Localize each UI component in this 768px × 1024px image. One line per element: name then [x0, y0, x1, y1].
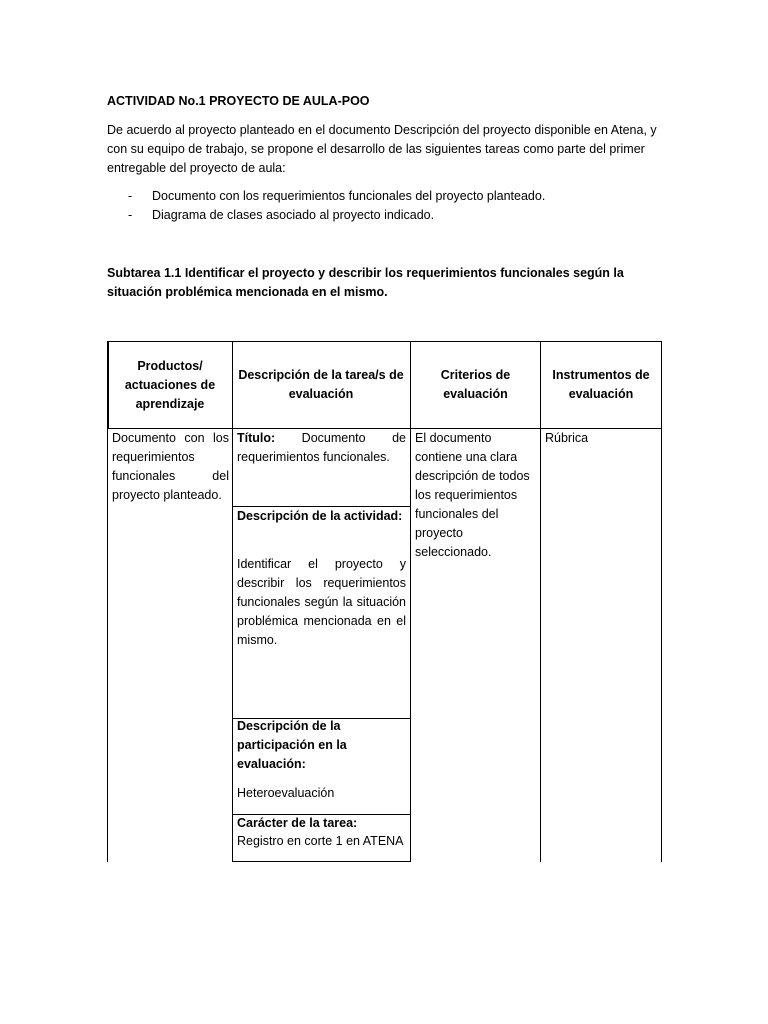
product-cell: Documento con los requerimientos funcionales del proyecto planteado.	[112, 431, 229, 502]
table-border-right	[661, 341, 662, 862]
title-cell	[237, 429, 406, 467]
activity-text: Identificar el proyecto y describir los requerimientos funcionales según la situación problémica mencionada en el mismo.	[237, 557, 406, 647]
inner-rule	[232, 861, 411, 862]
title-value: Documento de requerimientos funcionales.	[237, 431, 406, 464]
header-instruments: Instrumentos de evaluación	[552, 368, 650, 401]
intro-paragraph: De acuerdo al proyecto planteado en el documento Descripción del proyecto disponible en Atena, y con su equipo de trabajo, se propone el desarrollo de las siguientes tareas como parte del primer entregable del proyecto de aula:	[107, 123, 657, 175]
participation-value: Heteroevaluación	[237, 786, 335, 800]
criteria-cell: El documento contiene una clara descripción de todos los requerimientos funcionales del proyecto seleccionado.	[415, 431, 530, 559]
activity-heading: ACTIVIDAD No.1 PROYECTO DE AULA-POO	[107, 94, 370, 108]
instrument-cell: Rúbrica	[545, 431, 589, 445]
subtask-heading: Subtarea 1.1 Identificar el proyecto y describir los requerimientos funcionales según la situación problémica mencionada en el mismo.	[107, 266, 624, 299]
table-border-left-body	[107, 428, 108, 862]
character-value: Registro en corte 1 en ATENA	[237, 834, 404, 848]
table-border-left	[107, 341, 109, 429]
bullet-marker: -	[128, 189, 133, 203]
table-col-divider-3	[540, 341, 541, 862]
character-label: Carácter de la tarea:	[237, 816, 358, 830]
activity-label: Descripción de la actividad:	[237, 509, 403, 523]
list-item-text: Diagrama de clases asociado al proyecto indicado.	[152, 208, 435, 222]
participation-label: Descripción de la participación en la evaluación:	[237, 719, 347, 771]
table-col-divider-2	[410, 341, 411, 862]
list-item-text: Documento con los requerimientos funcionales del proyecto planteado.	[152, 189, 546, 203]
table-col-divider-1	[232, 341, 233, 862]
header-products: Productos/ actuaciones de aprendizaje	[124, 358, 216, 411]
header-criteria: Criterios de evaluación	[440, 368, 511, 401]
bullet-marker: -	[128, 208, 133, 222]
header-task-description: Descripción de la tarea/s de evaluación	[238, 368, 404, 401]
title-label: Título:	[237, 431, 276, 445]
